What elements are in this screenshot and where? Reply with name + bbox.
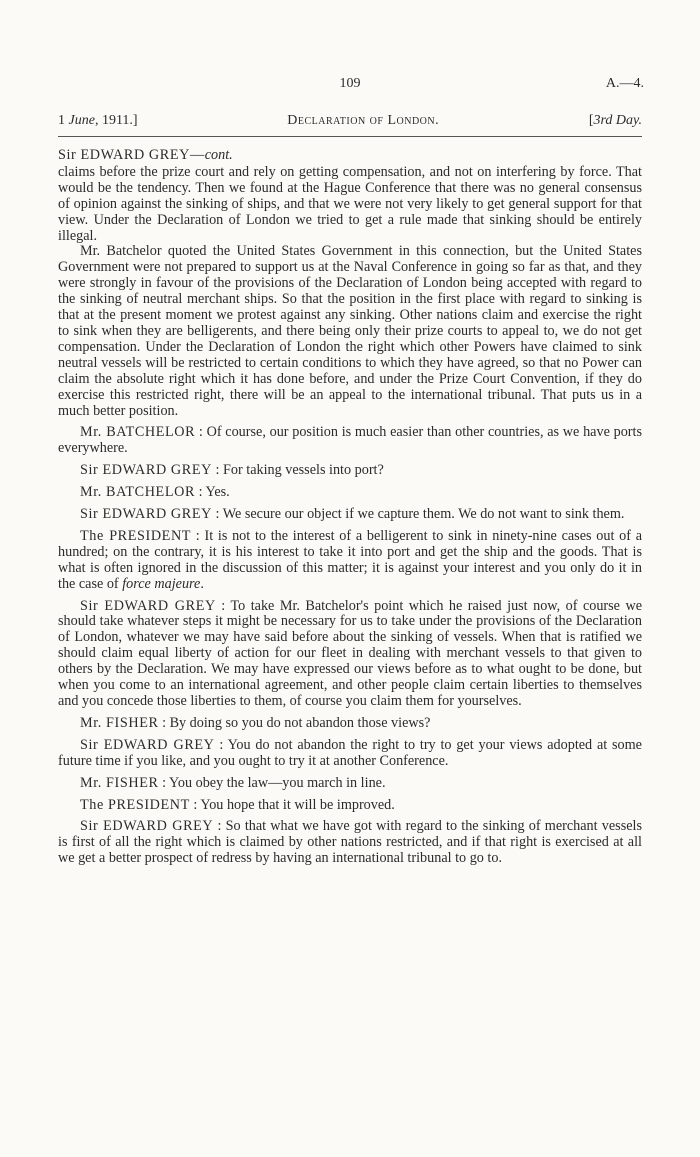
paragraph: Sir EDWARD GREY : We secure our object if we capture them. We do not want to sink them. — [80, 506, 625, 523]
speaker-name: Sir EDWARD GREY — [80, 462, 212, 479]
document-reference: A.—4. — [605, 76, 644, 91]
speaker-name: Mr. FISHER — [80, 774, 159, 791]
running-header — [58, 113, 642, 129]
header-rule — [58, 136, 642, 137]
speaker-name: Sir EDWARD GREY — [80, 818, 214, 835]
header-day: [3rd Day. — [588, 113, 642, 128]
header-date: 1 June, 1911.] — [58, 113, 138, 128]
paragraph: Mr. FISHER : You obey the law—you march in line. — [80, 774, 386, 791]
page-number: 109 — [339, 76, 361, 91]
continued-speaker: Sir EDWARD GREY—cont. — [58, 147, 233, 163]
paragraph: The PRESIDENT : You hope that it will be improved. — [80, 796, 395, 813]
speaker-name: Sir EDWARD GREY — [80, 506, 212, 523]
speaker-name: Mr. BATCHELOR — [80, 484, 196, 501]
speaker-name: Mr. FISHER — [80, 714, 159, 731]
paragraph: Mr. FISHER : By doing so you do not abandon those views? — [80, 714, 431, 731]
document-body — [58, 148, 642, 867]
paragraph: Mr. BATCHELOR : Yes. — [80, 484, 230, 501]
paragraph: Sir EDWARD GREY : For taking vessels into port? — [80, 462, 384, 479]
paragraph: Sir EDWARD GREY : You do not abandon the right to try to get your views adopted at some future time if you like, and you ought to try it at another Conference. — [58, 736, 642, 769]
speaker-name: Sir EDWARD GREY — [80, 736, 215, 753]
paragraph: Sir EDWARD GREY : To take Mr. Batchelor's point which he raised just now, of course we should take whatever steps it might be necessary for us to take under the provisions of the Declaration of London, whatever we may have said before about the sinking of vessels. When that is ratified we should claim equal liberty of action for our fleet in dealing with merchant vessels to that given to others by the Declaration. We may have expressed our views before as to what ought to be done, but when you come to an international agreement, and other people claim certain liberties to themselves and you concede those liberties to them, of course you claim them for yourselves. — [58, 597, 642, 709]
paragraph: The PRESIDENT : It is not to the interest of a belligerent to sink in ninety-nine cases out of a hundred; on the contrary, it is his interest to take it into port and get the ship and the goods. That is what is often ignored in the discussion of this matter; it is against your interest and you only do it in the case of force majeure. — [58, 527, 642, 592]
speaker-name: The PRESIDENT — [80, 527, 192, 544]
header-title: Declaration of London. — [287, 113, 440, 128]
paragraph: Sir EDWARD GREY : So that what we have got with regard to the sinking of merchant vessels is first of all the right which is claimed by other nations restricted, and if that right is exercised at all we get a better prospect of redress by having an international tribunal to go to. — [58, 818, 642, 867]
paragraph: claims before the prize court and rely on getting compensation, and not on interfering by force. That would be the tendency. Then we found at the Hague Conference that there was no general consensus of opinion against the sinking of ships, and that we were not very likely to get general support for that view. Under the Declaration of London we tried to get a rule made that sinking should be entirely illegal. — [58, 163, 642, 244]
paragraph: Mr. Batchelor quoted the United States Government in this connection, but the United States Government were not prepared to support us at the Naval Conference in going so far as that, and they were strongly in favour of the provisions of the Declaration of London being accepted with regard to the sinking of neutral merchant ships. So that the position in the first place with regard to sinking is that at the present moment we protest against any sinking. Other nations claim and exercise the right to sink when they are belligerents, and there being only their prize courts to appeal to, we do not get compensation. Under the Declaration of London the right which other Powers have claimed to sink neutral vessels will be restricted to certain conditions to which they have agreed, so that no Power can claim the absolute right which it has done before, and under the Prize Court Convention, if they do exercise this restricted right, there will be an appeal to the international tribunal. That puts us in a much better position. — [58, 243, 642, 419]
speaker-name: Sir EDWARD GREY — [80, 597, 216, 614]
speaker-name: Mr. BATCHELOR — [80, 424, 196, 441]
speaker-name: The PRESIDENT — [80, 796, 190, 813]
paragraph: Mr. BATCHELOR : Of course, our position is much easier than other countries, as we have ports everywhere. — [58, 424, 642, 457]
